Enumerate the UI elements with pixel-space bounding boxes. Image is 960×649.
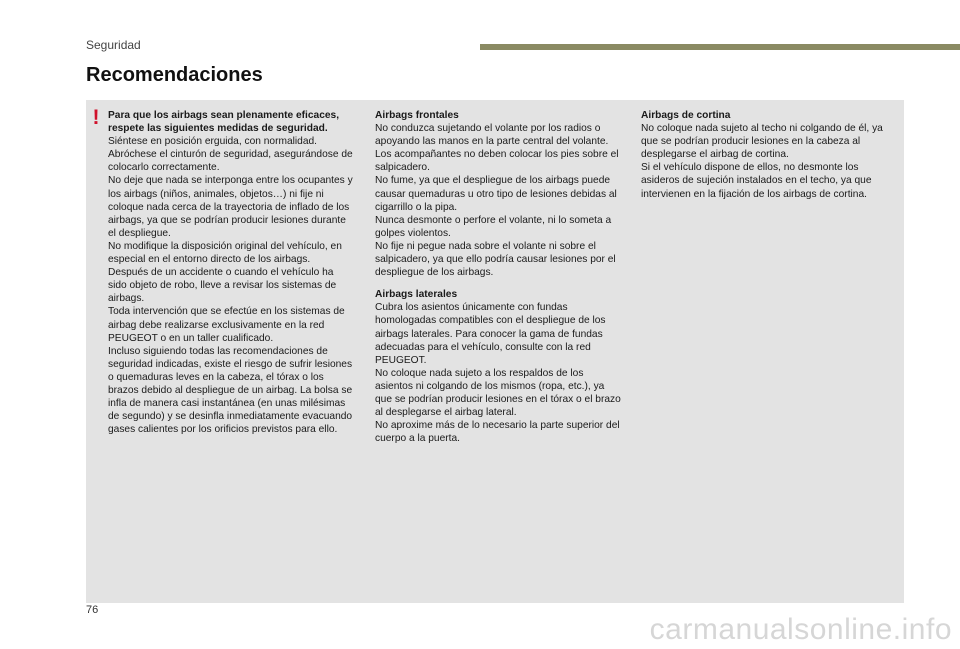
warning-body: Siéntese en posición erguida, con normalidad. Abróchese el cinturón de seguridad, asegurándose de colocarlo correctamente. No deje que nada se interponga entre los ocupantes y los airbags (niños, animales, objetos…) ni fije ni coloque nada cerca de la trayectoria de inflado de los airbags, ya que se podrían producir lesiones durante el despliegue. No modifique la disposición original del vehículo, en especial en el entorno directo de los airbags. Después de un accidente o cuando el vehículo ha sido objeto de robo, lleve a revisar los sistemas de airbags. Toda intervención que se efectúe en los sistemas de airbag debe realizarse exclusivamente en la red PEUGEOT o en un taller cualificado. Incluso siguiendo todas las recomendaciones de seguridad indicadas, existe el riesgo de sufrir lesiones o quemaduras leves en la cabeza, el tórax o los brazos debido al despliegue de un airbag. La bolsa se infla de manera casi instantánea (en unas milésimas de segundo) y se desinfla inmediatamente evacuando gases calientes por los orificios previstos para ello.: [108, 136, 353, 436]
frontal-lateral-column: [375, 109, 623, 445]
curtain-column: [641, 109, 893, 201]
curtain-airbags-section: [641, 109, 893, 201]
curtain-airbags-heading: Airbags de cortina: [641, 110, 731, 121]
header-accent-bar: [480, 44, 960, 50]
section-label: Seguridad: [86, 38, 141, 52]
watermark: carmanualsonline.info: [649, 613, 952, 646]
warning-column: [108, 109, 354, 436]
lateral-airbags-body: Cubra los asientos únicamente con fundas homologadas compatibles con el despliegue de los airbags laterales. Para conocer la gama de fundas adecuadas para el vehículo, consulte con la red PEUGEOT. No coloque nada sujeto a los respaldos de los asientos ni colgando de los mismos (ropa, etc.), ya que se podrían producir lesiones en el tórax o el brazo al desplegarse el airbag lateral. No aproxime más de lo necesario la parte superior del cuerpo a la puerta.: [375, 302, 621, 445]
page-number: 76: [86, 604, 99, 616]
frontal-airbags-section: [375, 109, 623, 279]
warning-lead: Para que los airbags sean plenamente eficaces, respete las siguientes medidas de seguridad.: [108, 110, 340, 135]
content-panel: [86, 100, 904, 603]
exclamation-icon: [90, 109, 102, 127]
lateral-airbags-section: [375, 288, 623, 445]
frontal-airbags-heading: Airbags frontales: [375, 110, 459, 121]
page-title: Recomendaciones: [86, 64, 263, 86]
lateral-airbags-heading: Airbags laterales: [375, 289, 458, 301]
frontal-airbags-body: No conduzca sujetando el volante por los radios o apoyando las manos en la parte central del volante. Los acompañantes no deben colocar los pies sobre el salpicadero. No fume, ya que el despliegue de los airbags puede causar quemaduras u otro tipo de lesiones debidas al cigarrillo o la pipa. Nunca desmonte o perfore el volante, ni lo someta a golpes violentos. No fije ni pegue nada sobre el volante ni sobre el salpicadero, ya que ello podría causar lesiones por el despliegue de los airbags.: [375, 123, 619, 279]
curtain-airbags-body: No coloque nada sujeto al techo ni colgando de él, ya que se podrían producir lesiones en la cabeza al desplegarse el airbag de cortina. Si el vehículo dispone de ellos, no desmonte los asideros de sujeción instalados en el techo, ya que intervienen en la fijación de los airbags de cortina.: [641, 123, 883, 200]
